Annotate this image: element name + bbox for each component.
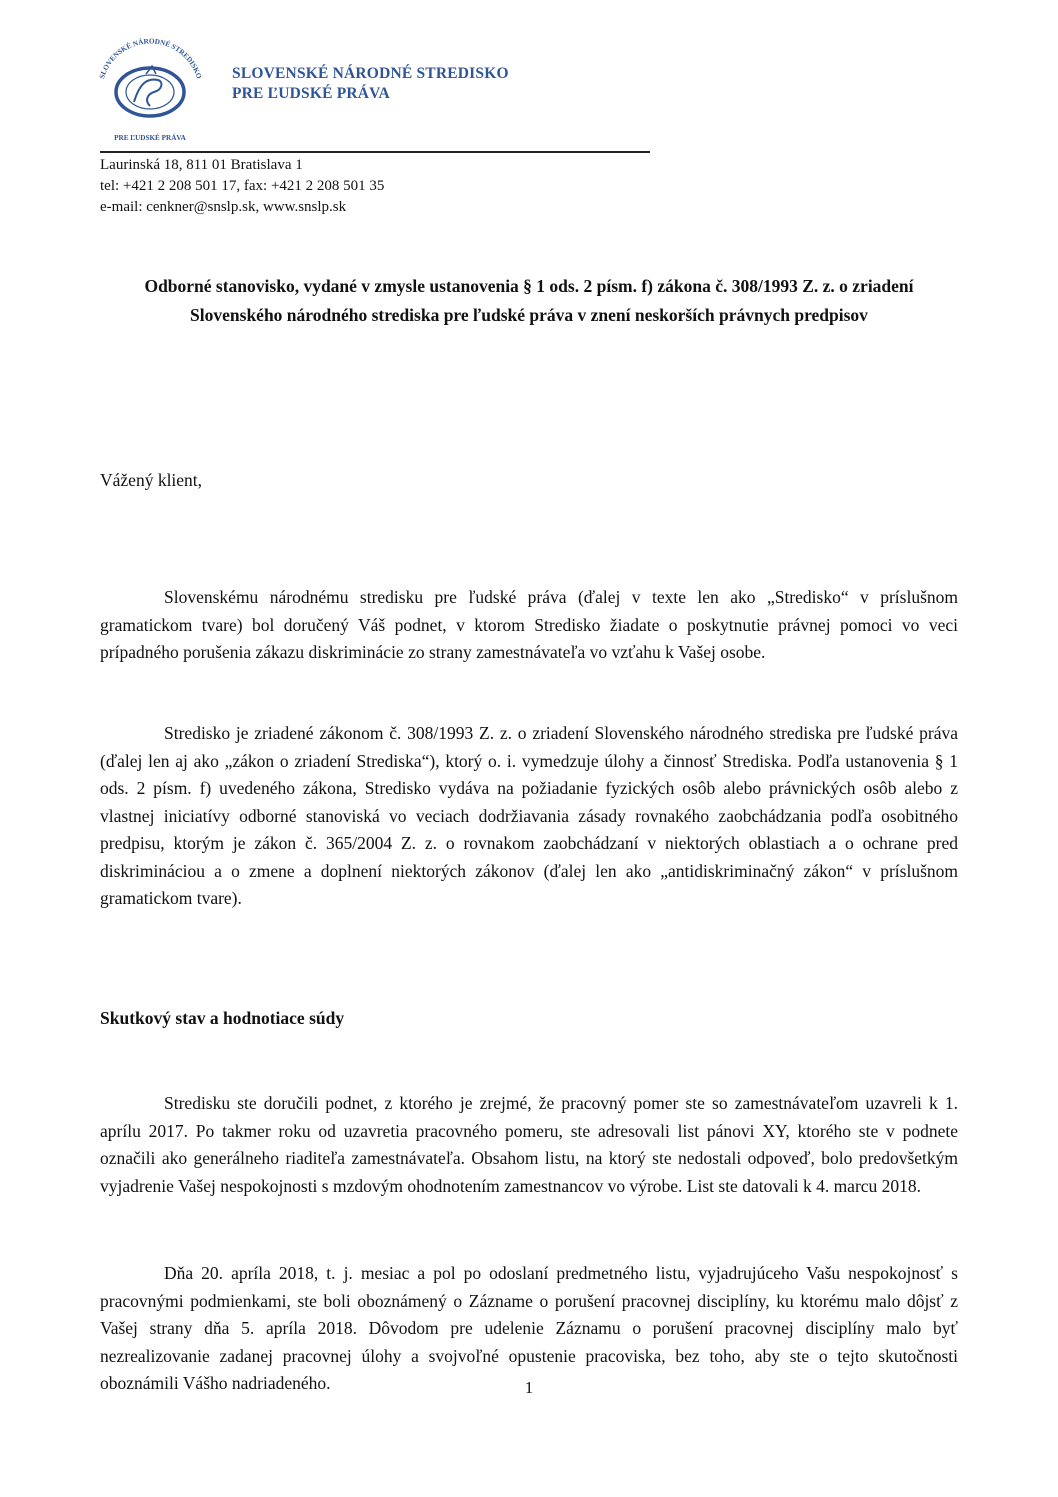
paragraph-intro: Slovenskému národnému stredisku pre ľudské práva (ďalej v texte len ako „Stredisko“ v príslušnom gramatickom tvare) bol doručený Váš podnet, v ktorom Stredisko žiadate o poskytnutie právnej pomoci vo veci prípadného porušenia zákazu diskriminácie zo strany zamestnávateľa vo vzťahu k Vašej osobe.	[100, 587, 958, 662]
logo-ring-text: SLOVENSKÉ NÁRODNÉ STREDISKO	[97, 37, 204, 80]
org-line-2: PRE ĽUDSKÉ PRÁVA	[232, 85, 390, 102]
paragraph-facts: Stredisku ste doručili podnet, z ktorého je zrejmé, že pracovný pomer ste so zamestnávateľom uzavreli k 1. aprílu 2017. Po takmer roku od uzavretia pracovného pomeru, ste adresovali list pánovi XY, ktorého ste v podnete označili ako generálneho riaditeľa zamestnávateľa. Obsahom listu, na ktorý ste nedostali odpoveď, bolo predovšetkým vyjadrenie Vašej nespokojnosti s mzdovým ohodnotením zamestnancov vo výrobe. List ste datovali k 4. marcu 2018.	[100, 1093, 958, 1196]
email-web: e-mail: cenkner@snslp.sk, www.snslp.sk	[100, 199, 347, 215]
header-divider	[100, 151, 650, 153]
logo-bottom-text: PRE ĽUDSKÉ PRÁVA	[114, 134, 186, 142]
document-title: Odborné stanovisko, vydané v zmysle ustanovenia § 1 ods. 2 písm. f) zákona č. 308/1993 Z. z. o zriadení Slovenského národného strediska pre ľudské práva v znení neskorších právnych predpisov	[144, 276, 914, 325]
address: Laurinská 18, 811 01 Bratislava 1	[100, 157, 303, 173]
section-heading: Skutkový stav a hodnotiace súdy	[100, 1008, 345, 1028]
svg-text:SLOVENSKÉ NÁRODNÉ STREDISKO	[98, 36, 203, 80]
contact-block	[100, 155, 384, 218]
salutation: Vážený klient,	[100, 470, 203, 490]
phone-fax: tel: +421 2 208 501 17, fax: +421 2 208 501 35	[100, 178, 385, 194]
page-number: 1	[524, 1378, 534, 1397]
paragraph-record: Dňa 20. apríla 2018, t. j. mesiac a pol po odoslaní predmetného listu, vyjadrujúceho Vašu nespokojnosť s pracovnými podmienkami, ste boli oboznámený o Zázname o porušení pracovnej disciplíny, ku ktorému malo dôjsť z Vašej strany dňa 5. apríla 2018. Dôvodom pre udelenie Záznamu o porušení pracovnej disciplíny malo byť nezrealizovanie zadanej pracovnej úlohy a svojvoľné opustenie pracoviska, bez toho, aby ste o tejto skutočnosti oboznámili Vášho nadriadeného.	[100, 1263, 958, 1393]
logo	[88, 30, 213, 148]
paragraph-legal-basis: Stredisko je zriadené zákonom č. 308/1993 Z. z. o zriadení Slovenského národného strediska pre ľudské práva (ďalej len aj ako „zákon o zriadení Strediska“), ktorý o. i. vymedzuje úlohy a činnosť Strediska. Podľa ustanovenia § 1 ods. 2 písm. f) uvedeného zákona, Stredisko vydáva na požiadanie fyzických osôb alebo právnických osôb alebo z vlastnej iniciatívy odborné stanoviská vo veciach dodržiavania zásady rovnakého zaobchádzania podľa osobitného predpisu, ktorým je zákon č. 365/2004 Z. z. o rovnakom zaobchádzaní v niektorých oblastiach a o ochrane pred diskrimináciou a o zmene a doplnení niektorých zákonov (ďalej len ako „antidiskriminačný zákon“ v príslušnom gramatickom tvare).	[100, 723, 958, 908]
organization-name	[232, 64, 509, 104]
org-line-1: SLOVENSKÉ NÁRODNÉ STREDISKO	[232, 65, 509, 82]
